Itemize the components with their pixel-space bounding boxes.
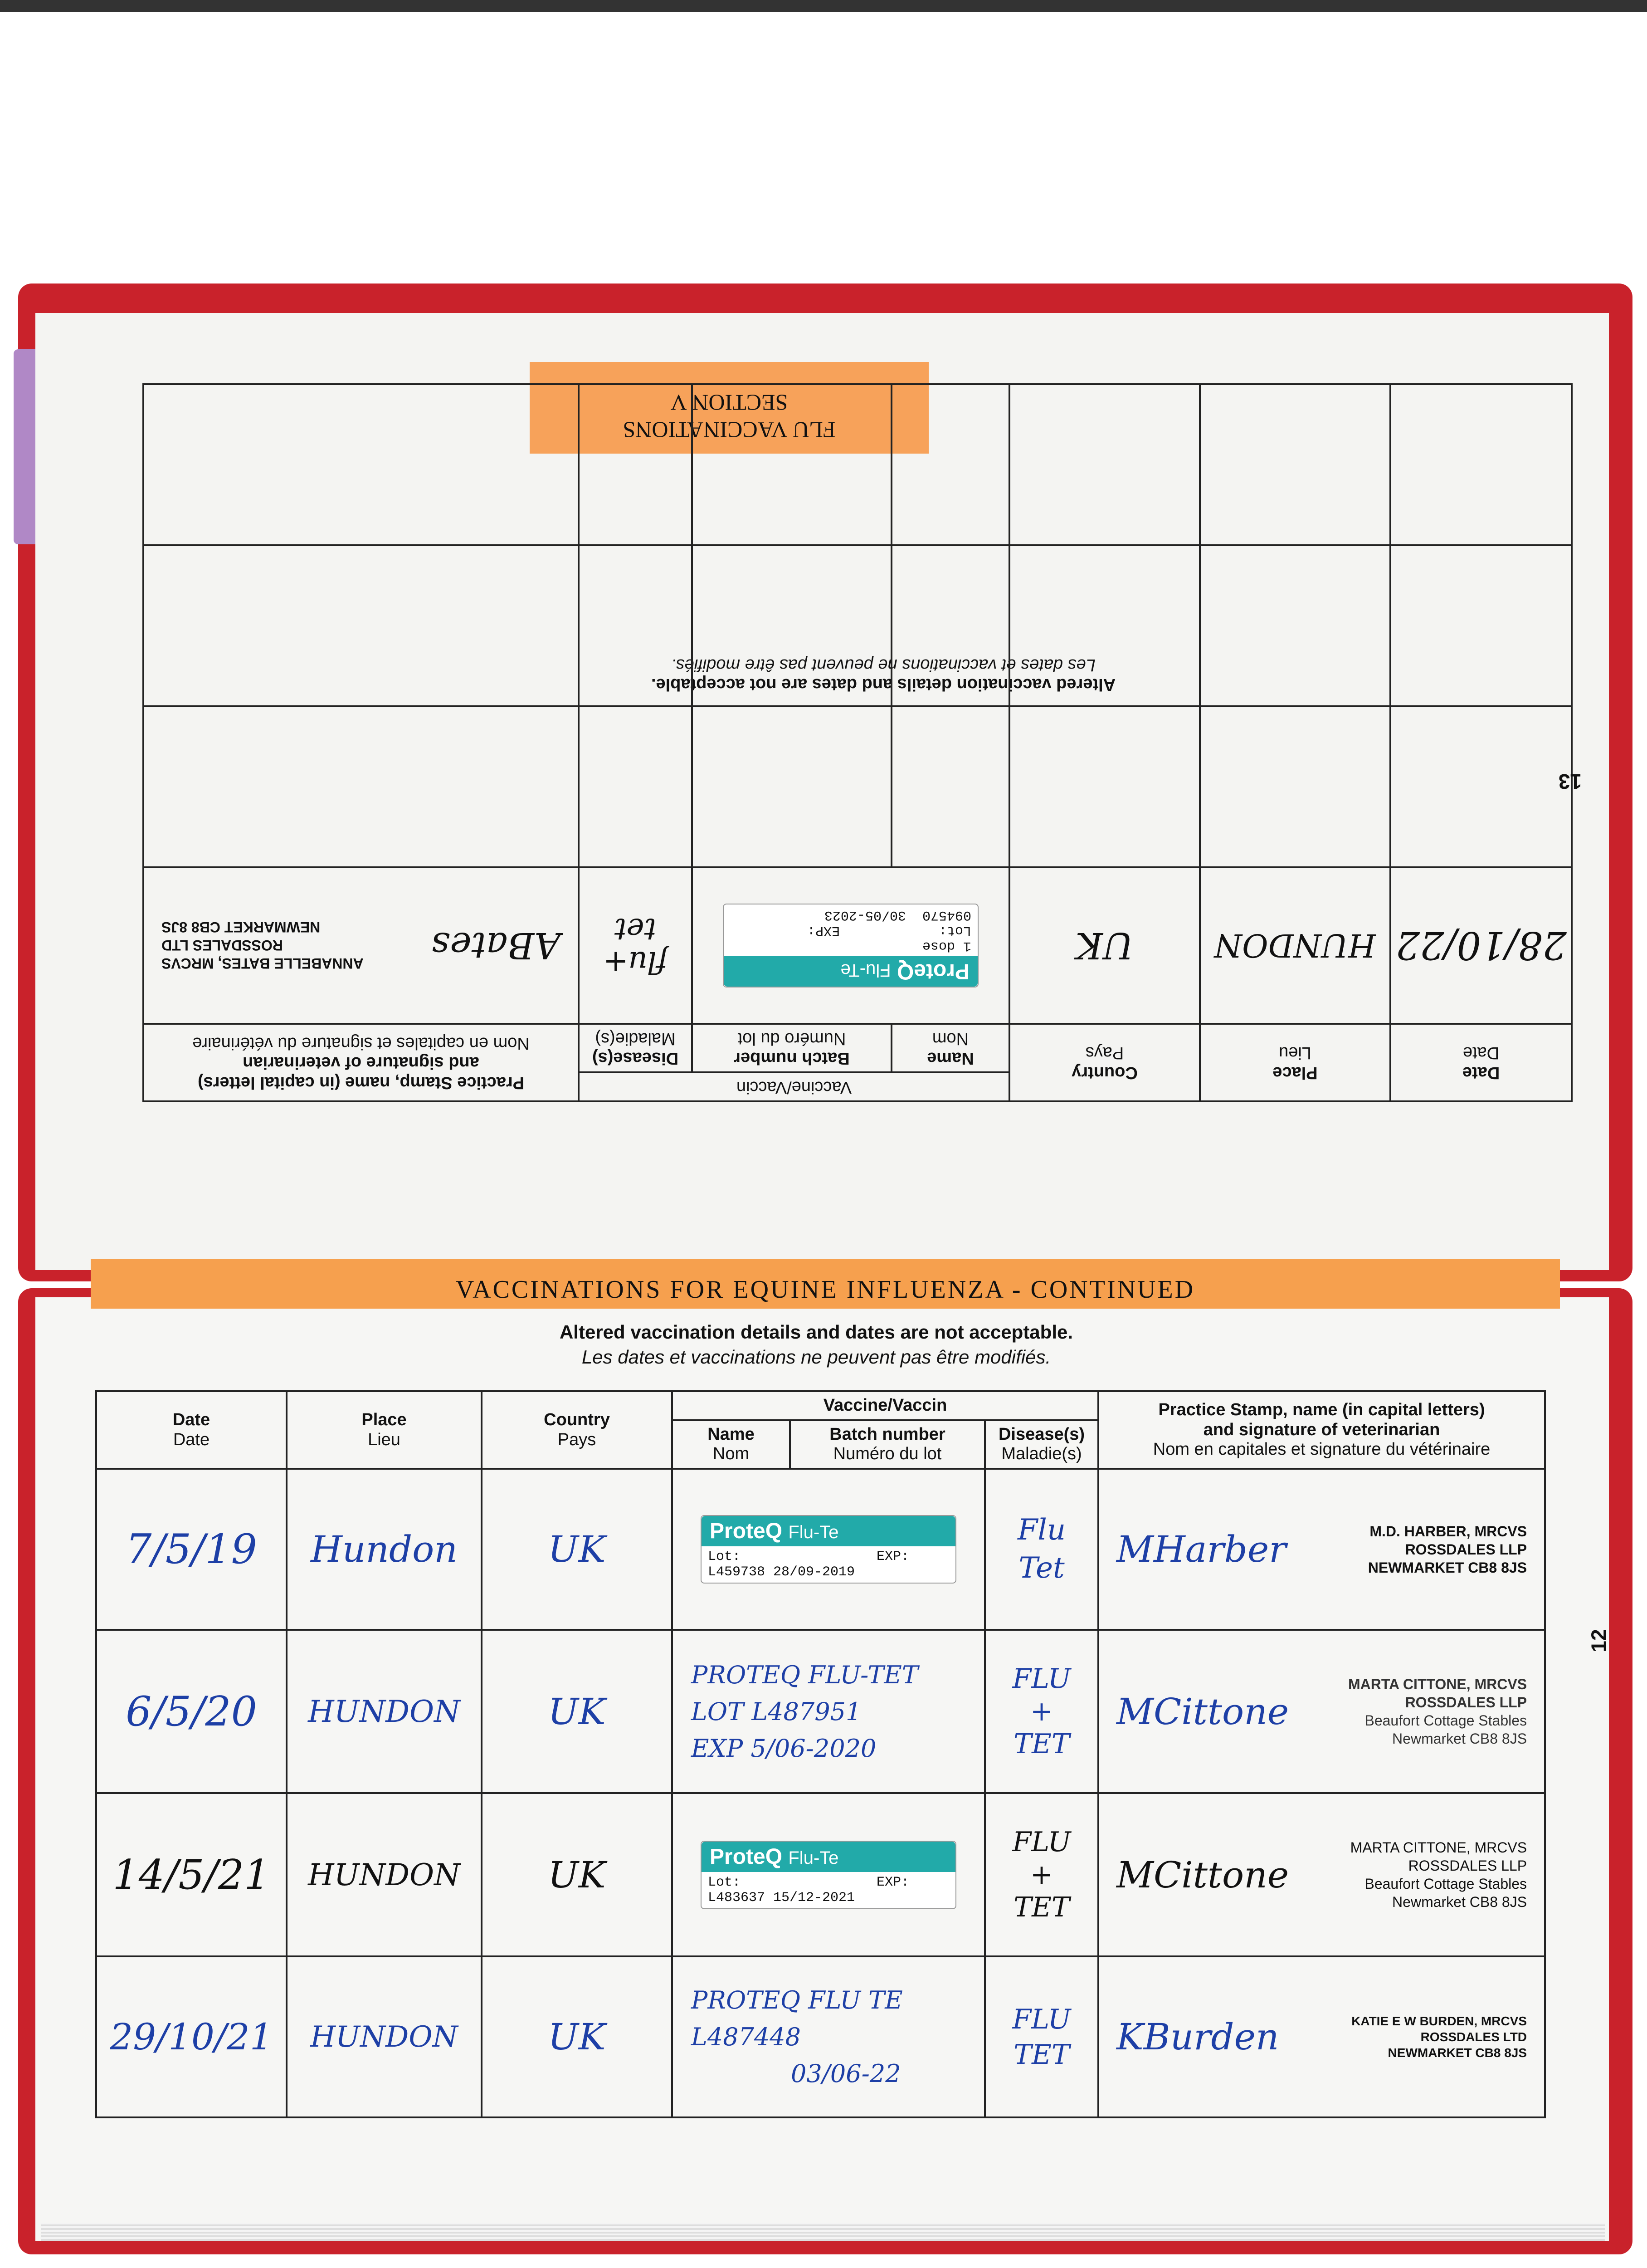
entry-vaccine-label (672, 1793, 985, 1956)
sticker-header: ProteQ Flu-Te (702, 1516, 955, 1546)
entry-stamp (1098, 1630, 1545, 1793)
entry-date: 29/10/21 (96, 1956, 287, 2117)
page-13-content (35, 313, 1609, 1270)
entry-stamp (143, 867, 579, 1024)
entry-country: UK (482, 1630, 672, 1793)
header-name: Name Nom (892, 1024, 1009, 1072)
header-disease: Disease(s) Maladie(s) (985, 1420, 1098, 1469)
header-stamp: Practice Stamp, name (in capital letters) and signature of veterinarian Nom en capitales et signature du vétérinaire (1098, 1391, 1545, 1469)
entry-date: 28/10/22 (1390, 867, 1572, 1024)
vet-stamp: MARTA CITTONE, MRCVS ROSSDALES LLP Beaufort Cottage Stables Newmarket CB8 8JS (1350, 1839, 1527, 1911)
entry-country: UK (482, 1469, 672, 1630)
vet-signature: MHarber (1116, 1528, 1286, 1571)
table-row (143, 545, 1572, 706)
header-name: Name Nom (672, 1420, 790, 1469)
sticker-header: ProteQ Flu-Te (702, 1842, 955, 1872)
vaccine-sticker (723, 904, 979, 987)
vet-stamp: ANNABELLE BATES, MRCVS ROSSDALES LTD NEWMARKET CB8 8JS (161, 919, 364, 972)
vet-stamp: MARTA CITTONE, MRCVS ROSSDALES LLP Beaufort Cottage Stables Newmarket CB8 8JS (1348, 1676, 1527, 1747)
entry-country: UK (1009, 867, 1200, 1024)
vaccine-sticker (701, 1515, 956, 1584)
header-disease: Disease(s) Maladie(s) (579, 1024, 692, 1072)
page-stack-edge (41, 2223, 1605, 2241)
notice-en: Altered vaccination details and dates are not acceptable. (651, 675, 1116, 694)
entry-place: HUNDON (1200, 867, 1390, 1024)
entry-disease: FLU + TET (985, 1793, 1098, 1956)
entry-place: HUNDON (287, 1630, 482, 1793)
vet-signature: MCittone (1116, 1853, 1289, 1896)
sticker-header: ProteQ Flu-Te (724, 956, 978, 987)
header-place: Place Lieu (1200, 1024, 1390, 1101)
entry-country: UK (482, 1956, 672, 2117)
header-vaccine: Vaccine/Vaccin (672, 1391, 1098, 1420)
table-row (96, 1793, 1545, 1956)
vet-signature: MCittone (1116, 1690, 1289, 1733)
entry-disease: FLU TET (985, 1956, 1098, 2117)
notice-fr: Les dates et vaccinations ne peuvent pas être modifiés. (581, 1346, 1051, 1368)
entry-vaccine-label (672, 1469, 985, 1630)
entry-disease: FLU + TET (985, 1630, 1098, 1793)
entry-country: UK (482, 1793, 672, 1956)
sticker-body: Lot: EXP: L483637 15/12-2021 (708, 1874, 910, 1906)
vet-signature: ABates (431, 924, 560, 967)
section-title-line1: FLU VACCINATIONS (623, 417, 836, 443)
header-vaccine: Vaccine/Vaccin (579, 1072, 1009, 1101)
notice-fr: Les dates et vaccinations ne peuvent pas être modifiés. (671, 655, 1096, 675)
entry-date: 7/5/19 (96, 1469, 287, 1630)
continued-banner (91, 1259, 1560, 1309)
entry-stamp (1098, 1469, 1545, 1630)
entry-place: HUNDON (287, 1956, 482, 2117)
page-number-13: 13 (1558, 770, 1582, 793)
header-place: Place Lieu (287, 1391, 482, 1469)
vet-stamp: M.D. HARBER, MRCVS ROSSDALES LLP NEWMARKET CB8 8JS (1368, 1523, 1527, 1576)
table-row (96, 1630, 1545, 1793)
entry-vaccine-label (692, 867, 1009, 1024)
header-country: Country Pays (1009, 1024, 1200, 1101)
sticker-body: 1 dose Lot: EXP: 094570 30/05-2023 (807, 907, 971, 953)
vaccination-table-bottom (95, 1390, 1546, 2118)
section-title-line2: SECTION V (670, 390, 788, 415)
entry-batch-handwritten: PROTEQ FLU TE L487448 03/06-22 (672, 1956, 985, 2117)
entry-place: Hundon (287, 1469, 482, 1630)
vet-stamp: KATIE E W BURDEN, MRCVS ROSSDALES LTD NEWMARKET CB8 8JS (1351, 2014, 1527, 2060)
table-row (96, 1956, 1545, 2117)
entry-batch-handwritten: PROTEQ FLU-TET LOT L487951 EXP 5/06-2020 (672, 1630, 985, 1793)
header-country: Country Pays (482, 1391, 672, 1469)
header-stamp: Practice Stamp, name (in capital letters) and signature of veterinarian Nom en capitales et signature du vétérinaire (143, 1024, 579, 1101)
header-batch: Batch number Numéro du lot (692, 1024, 892, 1072)
entry-place: HUNDON (287, 1793, 482, 1956)
entry-stamp (1098, 1956, 1545, 2117)
page-number-12: 12 (1587, 1629, 1611, 1652)
header-date: Date Date (1390, 1024, 1572, 1101)
table-row (143, 867, 1572, 1024)
scan-top-edge (0, 0, 1647, 12)
vaccine-sticker (701, 1841, 956, 1909)
entry-disease: flu+ tet (579, 867, 692, 1024)
vaccination-table-top (142, 383, 1573, 1102)
table-row (143, 384, 1572, 545)
banner-title: VACCINATIONS FOR EQUINE INFLUENZA - CONTINUED (455, 1276, 1195, 1304)
vet-signature: KBurden (1116, 2016, 1279, 2058)
header-batch: Batch number Numéro du lot (790, 1420, 985, 1469)
notice-en: Altered vaccination details and dates are not acceptable. (559, 1321, 1073, 1343)
sticker-body: Lot: EXP: L459738 28/09-2019 (708, 1549, 910, 1580)
table-row (143, 706, 1572, 867)
entry-date: 14/5/21 (96, 1793, 287, 1956)
entry-stamp (1098, 1793, 1545, 1956)
notice (453, 1320, 1179, 1369)
table-row (96, 1469, 1545, 1630)
entry-disease: Flu Tet (985, 1469, 1098, 1630)
header-date: Date Date (96, 1391, 287, 1469)
entry-date: 6/5/20 (96, 1630, 287, 1793)
